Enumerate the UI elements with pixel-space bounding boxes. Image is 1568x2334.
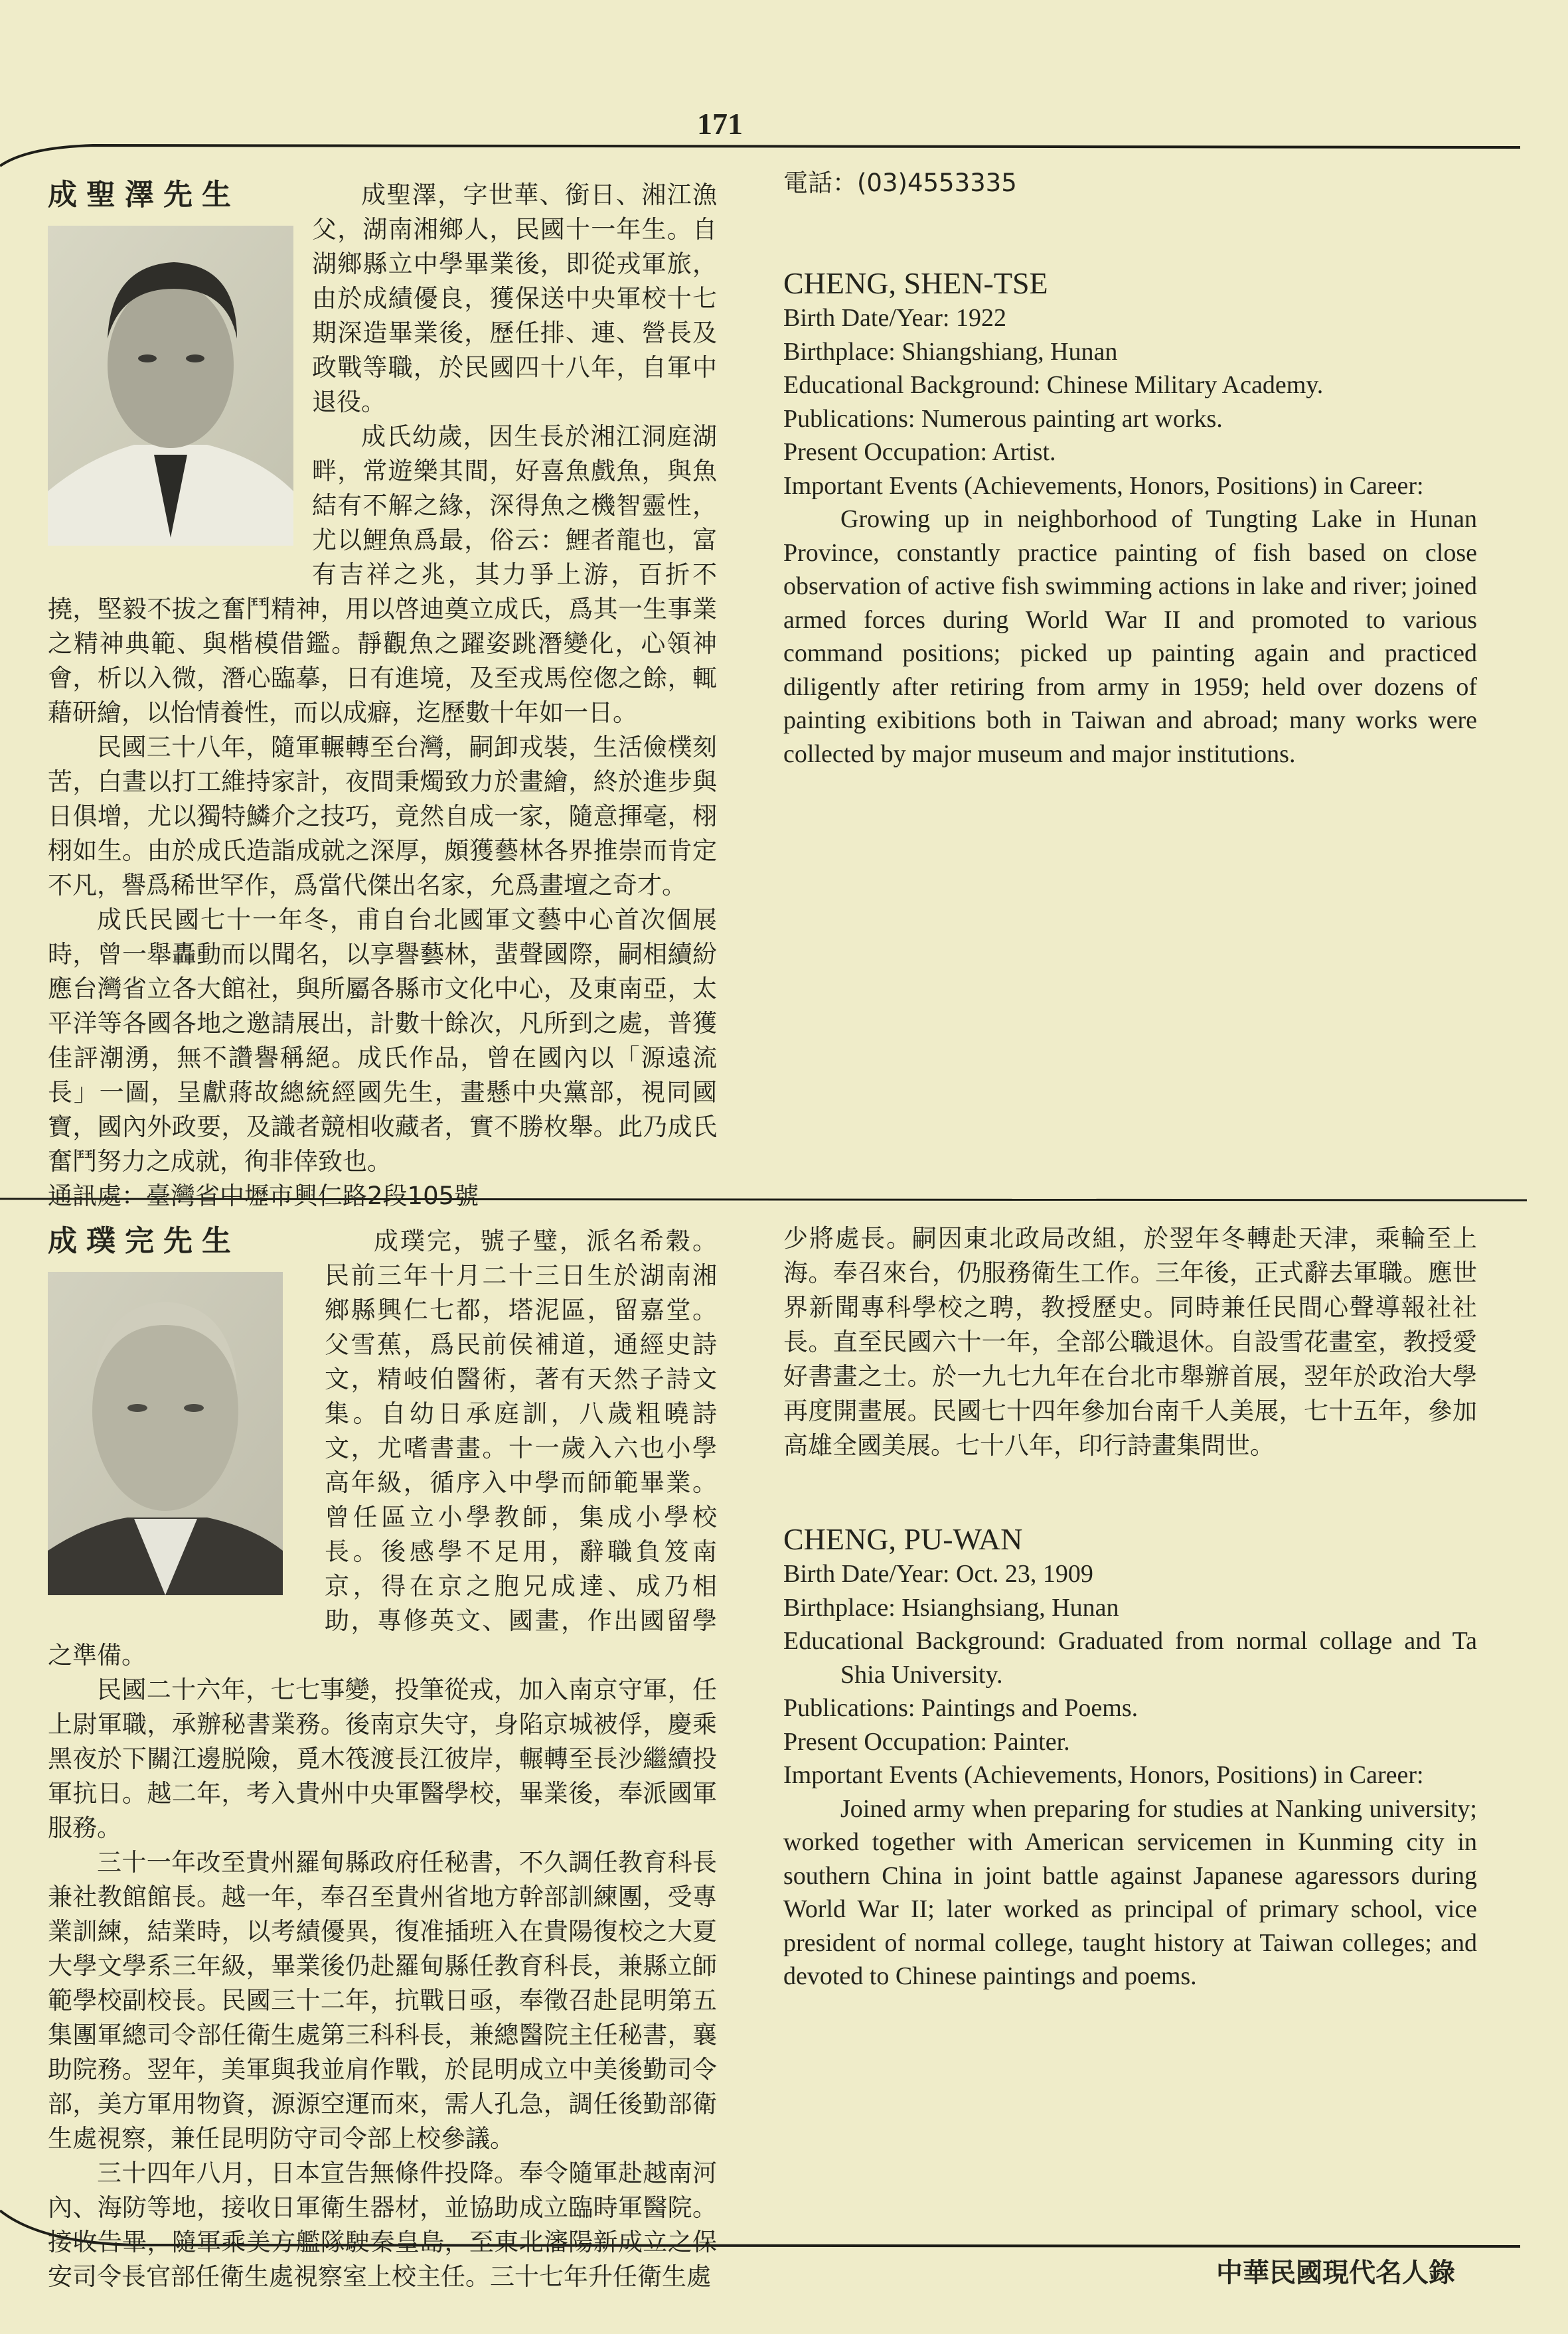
entry-1-field: Present Occupation: Artist.: [783, 438, 1056, 466]
entry-2-paragraph: 三十四年八月，日本宣告無條件投降。奉令隨軍赴越南河內、海防等地，接收日軍衛生器材，並協助成立臨時軍醫院。接收告畢，隨軍乘美方艦隊駛秦皇島，至東北瀋陽新成立之保安司令長官部任衛生處視察室上校主任。三十七年升任衛生處: [48, 2159, 717, 2291]
entry-1-field: Birthplace: Shiangshiang, Hunan: [783, 337, 1118, 366]
entry-2-paragraph: 成璞完，號子璧，派名希穀。民前三年十月二十三日生於湖南湘鄉縣興仁七都，塔泥區，留嘉堂。父雪蕉，爲民前侯補道，通經史詩文，精岐伯醫術，著有天然子詩文集。自幼日承庭訓，八歲粗曉詩文，尤嗜書畫。十一歲入六也小學高年級，循序入中學而師範畢業。曾任區立小學教師，集成小學校長。後感學不足用，辭職負笈南京，得在京之胞兄成達、成乃相助，專修英文、國畫，作出國留學之準備。: [48, 1227, 717, 1670]
entry-1-field: Educational Background: Chinese Military Academy.: [783, 371, 1324, 399]
entry-1-phone-block: [783, 166, 1477, 200]
entry-2-paragraph: 民國二十六年，七七事變，投筆從戎，加入南京守軍，任上尉軍職，承辦秘書業務。後南京失守，身陷京城被俘，慶乘黑夜於下關江邊脱險，覓木筏渡長江彼岸，輾轉至長沙繼續投軍抗日。越二年，考入貴州中央軍醫學校，畢業後，奉派國軍服務。: [48, 1675, 717, 1842]
book-title-footer: 中華民國現代名人錄: [1216, 2258, 1455, 2288]
entry-1-paragraph: 民國三十八年，隨軍輾轉至台灣，嗣卸戎裝，生活儉樸刻苦，白晝以打工維持家計，夜間秉燭致力於畫繪，終於進步與日俱增，尤以獨特鱗介之技巧，竟然自成一家，隨意揮毫，栩栩如生。由於成氏造詣成就之深厚，頗獲藝林各界推崇而肯定不凡，譽爲稀世罕作，爲當代傑出名家，允爲畫壇之奇才。: [48, 733, 717, 899]
portrait-photo: [48, 226, 293, 546]
entry-1-chinese: [48, 178, 717, 1213]
entry-2-chinese: [48, 1224, 717, 2294]
entry-2-field: Important Events (Achievements, Honors, Positions) in Career:: [783, 1761, 1424, 1789]
entry-1-field: Important Events (Achievements, Honors, Positions) in Career:: [783, 471, 1424, 500]
entry-1-paragraph: 成聖澤，字世華、銜日、湘江漁父，湖南湘鄉人，民國十一年生。自湖鄉縣立中學畢業後，即從戎軍旅，由於成績優良，獲保送中央軍校十七期深造畢業後，歷任排、連、營長及政戰等職，於民國四十八年，自軍中退役。: [312, 181, 717, 416]
entry-1-field: Publications: Numerous painting art works.: [783, 404, 1223, 433]
entry-2-side: [48, 1224, 325, 1638]
entry-1-paragraph: 成氏幼歲，因生長於湘江洞庭湖畔，常遊樂其間，好喜魚戲魚，與魚結有不解之緣，深得魚之機智靈性，尤以鯉魚爲最，俗云：鯉者龍也，富有吉祥之兆，其力爭上游，百折不撓，堅毅不拔之奮鬥精神，用以啓迪奠立成氏，爲其一生事業之精神典範、與楷模借鑑。靜觀魚之躍姿跳潛變化，心領神會，析以入微，潛心臨摹，日有進境，及至戎馬倥偬之餘，輒藉研繪，以怡情養性，而以成癖，迄歷數十年如一日。: [48, 422, 717, 727]
entry-1-field: Birth Date/Year: 1922: [783, 304, 1006, 332]
entry-1-english-name: CHENG, SHEN-TSE: [783, 266, 1048, 300]
entry-2-field: Present Occupation: Painter.: [783, 1727, 1070, 1756]
entry-2-chinese-continued: [783, 1221, 1477, 1463]
entry-1-paragraph: 成氏民國七十一年冬，甫自台北國軍文藝中心首次個展時，曾一舉轟動而以聞名，以享譽藝林，蜚聲國際，嗣相續紛應台灣省立各大館社，與所屬各縣市文化中心，及東南亞，太平洋等各國各地之邀請展出，計數十餘次，凡所到之處，普獲佳評潮湧，無不讚譽稱絕。成氏作品，曾在國內以「源遠流長」一圖，呈獻蔣故總統經國先生，畫懸中央黨部，視同國寶，國內外政要，及識者競相收藏者，實不勝枚舉。此乃成氏奮鬥努力之成就，徇非倖致也。: [48, 905, 717, 1176]
entry-2-english-paragraph: Joined army when preparing for studies at Nanking university; worked together with American servicemen in Kunming city in southern China in joint battle against Japanese agaressors during World War II; later worked as principal of primary school, vice president of normal college, taught history at Taiwan colleges; and devoted to Chinese paintings and poems.: [783, 1794, 1477, 1990]
entry-1-side: [48, 178, 312, 592]
header-rule: [0, 145, 1520, 166]
entry-2-english-name: CHENG, PU-WAN: [783, 1522, 1023, 1556]
entry-1-phone: 電話：(03)4553335: [783, 169, 1017, 197]
portrait-photo: [48, 1272, 283, 1595]
page-number: 171: [697, 107, 743, 141]
entry-2-english: [783, 1521, 1477, 1993]
entry-2-chinese-name: 成璞完先生: [48, 1224, 240, 1258]
entry-2-paragraph-continued: 少將處長。嗣因東北政局改組，於翌年冬轉赴天津，乘輪至上海。奉召來台，仍服務衛生工作。三年後，正式辭去軍職。應世界新聞專科學校之聘，教授歷史。同時兼任民間心聲導報社社長。直至民國六十一年，全部公職退休。自設雪花畫室，教授愛好書畫之士。於一九七九年在台北市舉辦首展，翌年於政治大學再度開畫展。民國七十四年參加台南千人美展，七十五年，參加高雄全國美展。七十八年，印行詩畫集問世。: [783, 1224, 1477, 1460]
entry-1-english: [783, 266, 1477, 771]
entry-1-english-paragraph: Growing up in neighborhood of Tungting Lake in Hunan Province, constantly practice painting of fish based on close observation of active fish swimming actions in lake and river; joined armed forces during World War II and promoted to various command positions; picked up painting again and practiced diligently after retiring from army in 1959; held over dozens of painting exibitions both in Taiwan and abroad; many works were collected by major museum and major institutions.: [783, 505, 1477, 768]
entry-2-field: Educational Background: Graduated from normal collage and Ta Shia University.: [783, 1627, 1478, 1689]
entry-2-field: Publications: Paintings and Poems.: [783, 1694, 1138, 1722]
entry-2-field: Birth Date/Year: Oct. 23, 1909: [783, 1560, 1093, 1588]
entry-2-paragraph: 三十一年改至貴州羅甸縣政府任秘書，不久調任教育科長兼社教館館長。越一年，奉召至貴州省地方幹部訓練團，受專業訓練，結業時，以考績優異，復准插班入在貴陽復校之大夏大學文學系三年級，畢業後仍赴羅甸縣任教育科長，兼縣立師範學校副校長。民國三十二年，抗戰日亟，奉徵召赴昆明第五集團軍總司令部任衛生處第三科科長，兼總醫院主任秘書，襄助院務。翌年，美軍與我並肩作戰，於昆明成立中美後勤司令部，美方軍用物資，源源空運而來，需人孔急，調任後勤部衛生處視察，兼任昆明防守司令部上校參議。: [48, 1848, 717, 2153]
entry-2-field: Birthplace: Hsianghsiang, Hunan: [783, 1593, 1119, 1622]
entry-1-chinese-name: 成聖澤先生: [48, 178, 240, 212]
entry-1-address: 通訊處：臺灣省中壢市興仁路2段105號: [48, 1182, 479, 1210]
